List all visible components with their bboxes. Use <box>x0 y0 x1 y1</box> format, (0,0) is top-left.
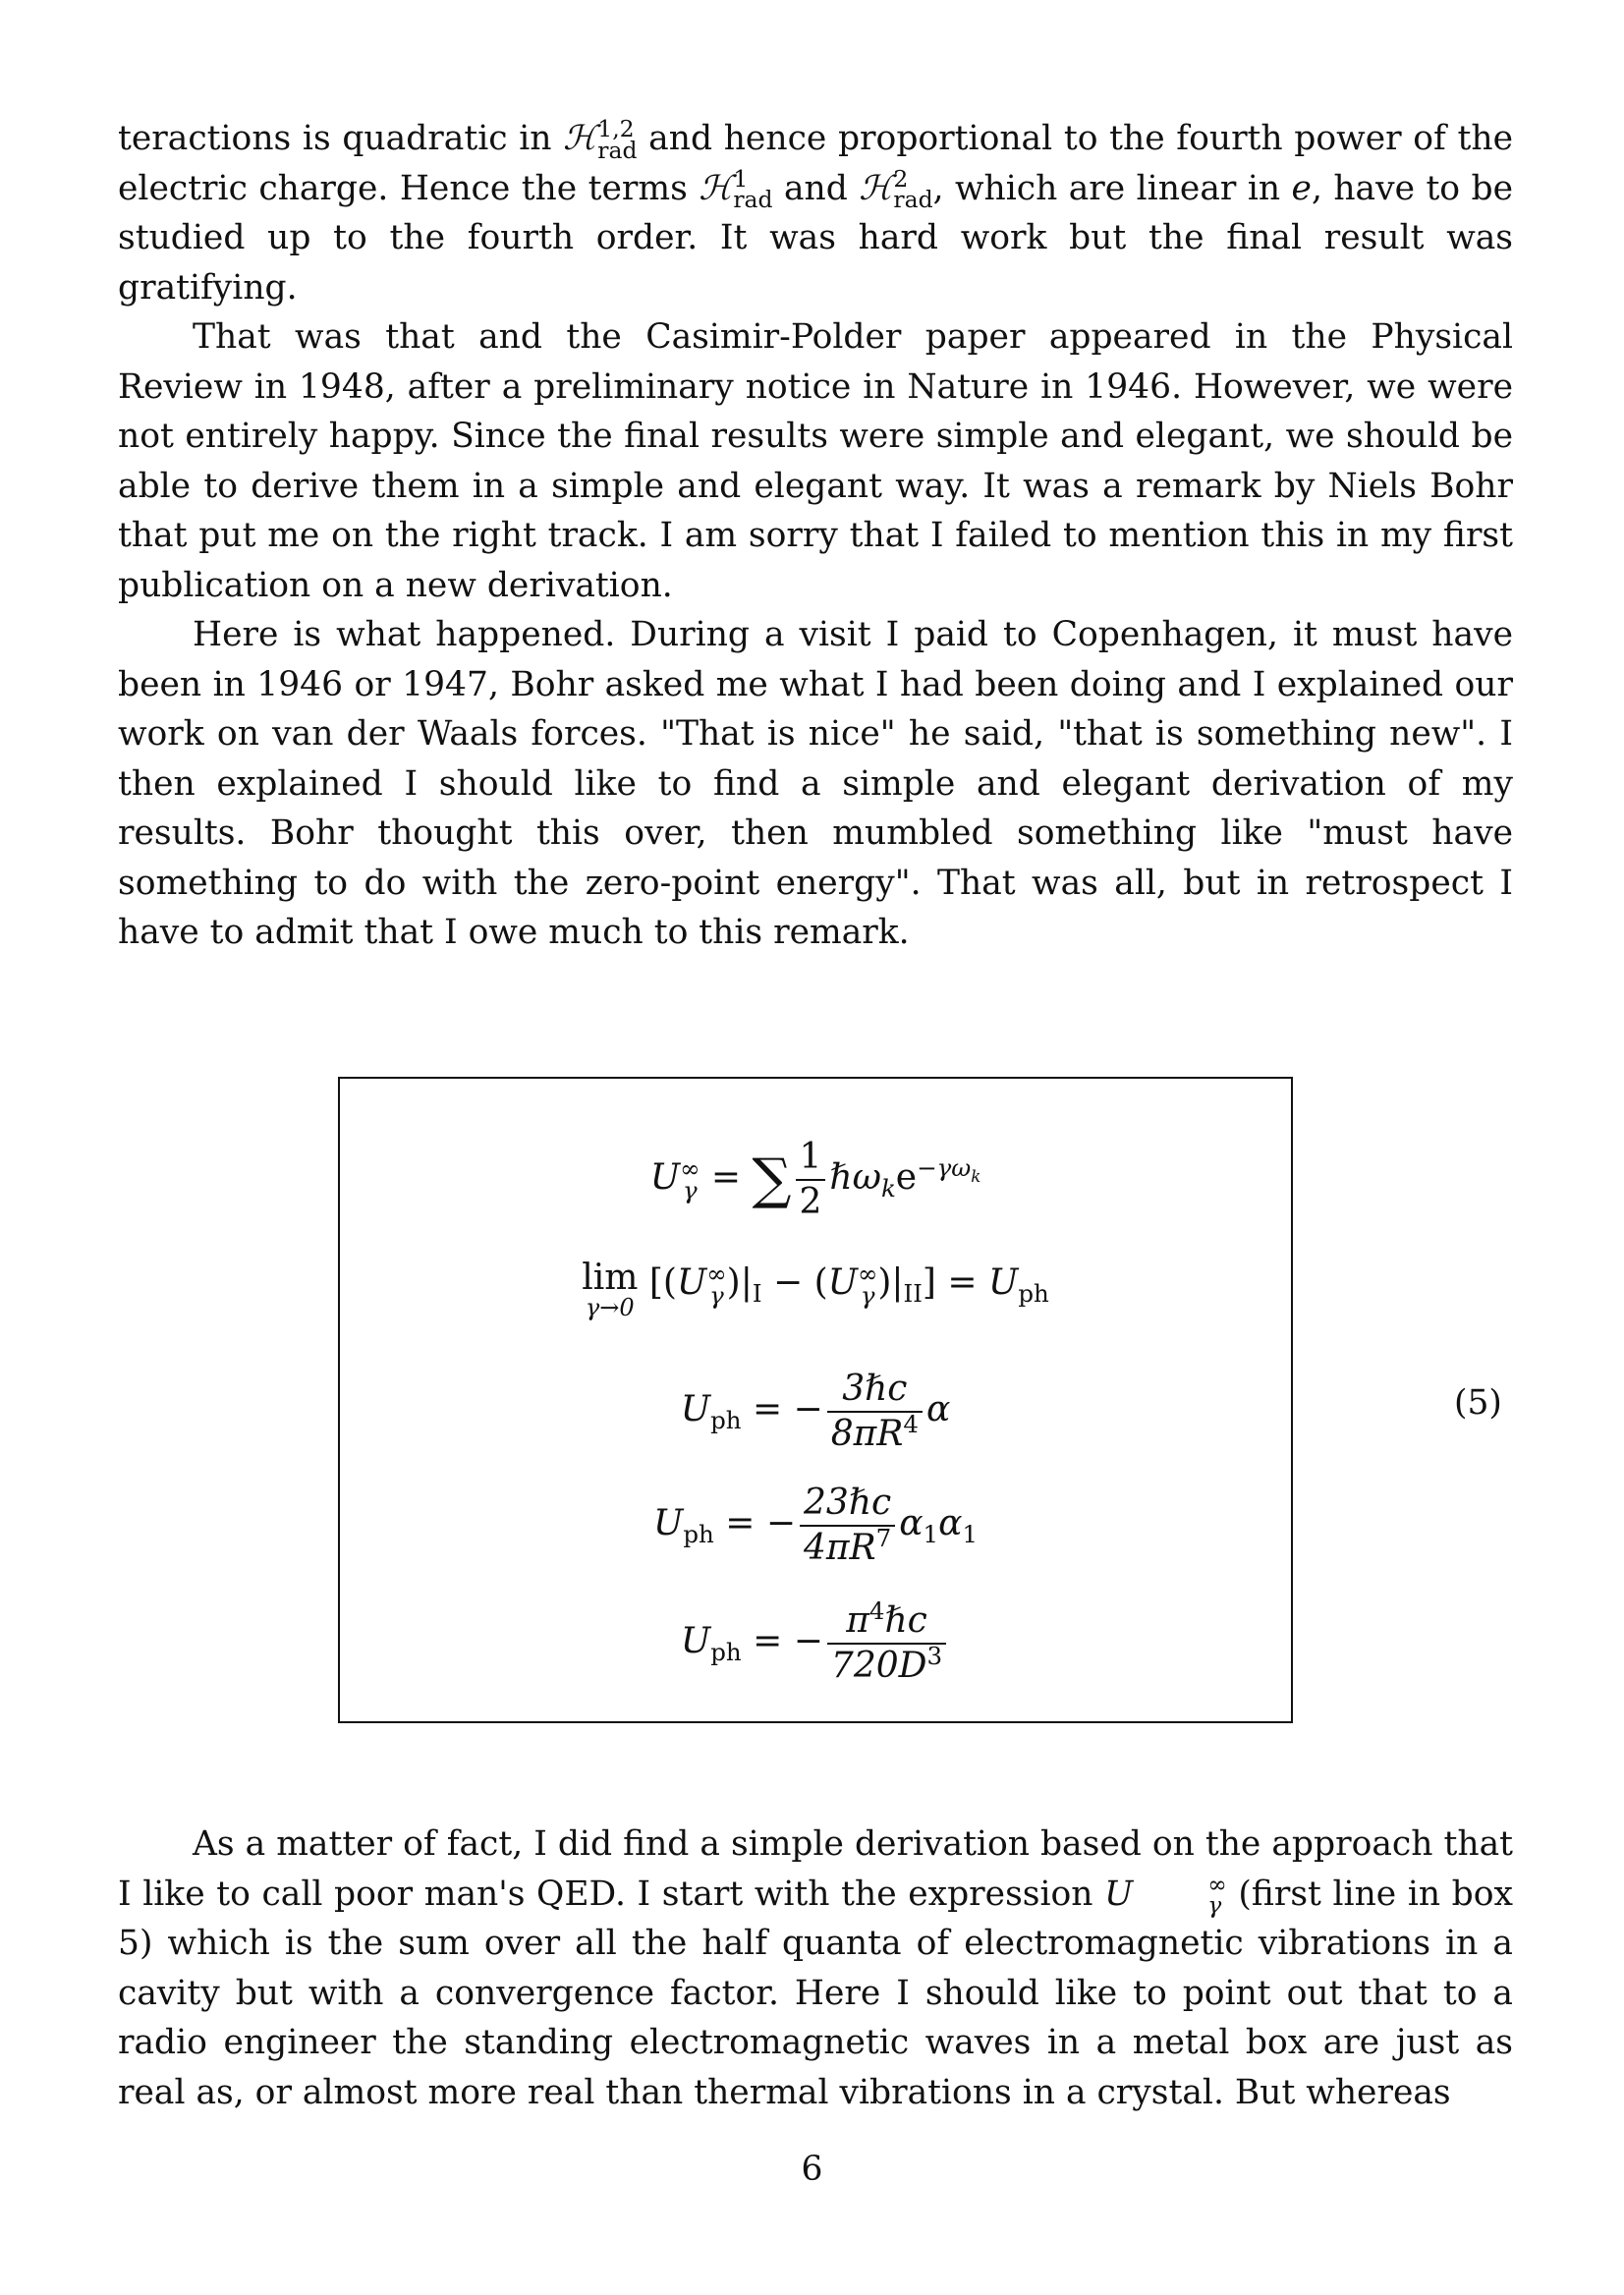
body-text-bottom <box>118 1819 1513 2117</box>
equation-5: $U_{ph}$ = − $\frac{\pi^4\hbar c}{720D^3}$ <box>340 1601 1291 1686</box>
paragraph-1: teractions is quadratic in ℋ 1,2 rad and hence proportional to the fourth power of the electric charge. Hence the terms ℋ 1 rad and ℋ 2 rad , which are linear in e, have to be studied up to the fourth order. It was hard work but the final result was gratifying. <box>118 115 1513 308</box>
equation-number: (5) <box>1454 1383 1502 1423</box>
equation-box <box>338 1077 1293 1723</box>
equation-3: $U_{ph}$ = − $\frac{\text{3ℏc}}{8\pi R^4}$ α <box>680 1369 951 1454</box>
page-number: 6 <box>801 2150 823 2189</box>
equation-1: U ∞ γ = ∑ $\frac{1}{2}$ $\hbar\omega_ke^{-\gamma\omega_k}$ <box>649 1137 981 1222</box>
fraction-half: $\frac{1}{2}$ <box>796 1138 826 1222</box>
equation-2: lim γ→0 [(U ∞ γ )$|_I - (U$ ∞ γ )$|_{II}] = U_{ph}$ <box>582 1258 1049 1321</box>
paragraph-2: That was that and the Casimir-Polder paper appeared in the Physical Review in 1948, after a preliminary notice in Nature in 1946. However, we were not entirely happy. Since the final results were simple and elegant, we should be able to derive them in a simple and elegant way. It was a remark by Niels Bohr that put me on the right track. I am sorry that I failed to mention this in my first publication on a new derivation. <box>118 317 1513 605</box>
paragraph-4: As a matter of fact, I did find a simple derivation based on the approach that I like to call poor man's QED. I start with the expression U ∞ γ (first line in box 5) which is the sum over all the half quanta of electromagnetic vibrations in a cavity but with a convergence factor. Here I should like to point out that to a radio engineer the standing electromagnetic waves in a metal box are just as real as, or almost more real than thermal vibrations in a crystal. But whereas <box>118 1824 1513 2112</box>
paragraph-3: Here is what happened. During a visit I paid to Copenhagen, it must have been in 1946 or 1947, Bohr asked me what I had been doing and I explained our work on van der Waals forces. "That is nice" he said, "that is something new". I then explained I should like to find a simple and elegant derivation of my results. Bohr thought this over, then mumbled something like "must have something to do with the zero-point energy". That was all, but in retrospect I have to admit that I owe much to this remark. <box>118 615 1513 952</box>
equation-4: $U_{ph}$ = − $\frac{\text{23ℏc}}{4\pi R^7}$ $\alpha_1\alpha_1$ <box>652 1483 979 1568</box>
body-text-top <box>118 114 1513 958</box>
